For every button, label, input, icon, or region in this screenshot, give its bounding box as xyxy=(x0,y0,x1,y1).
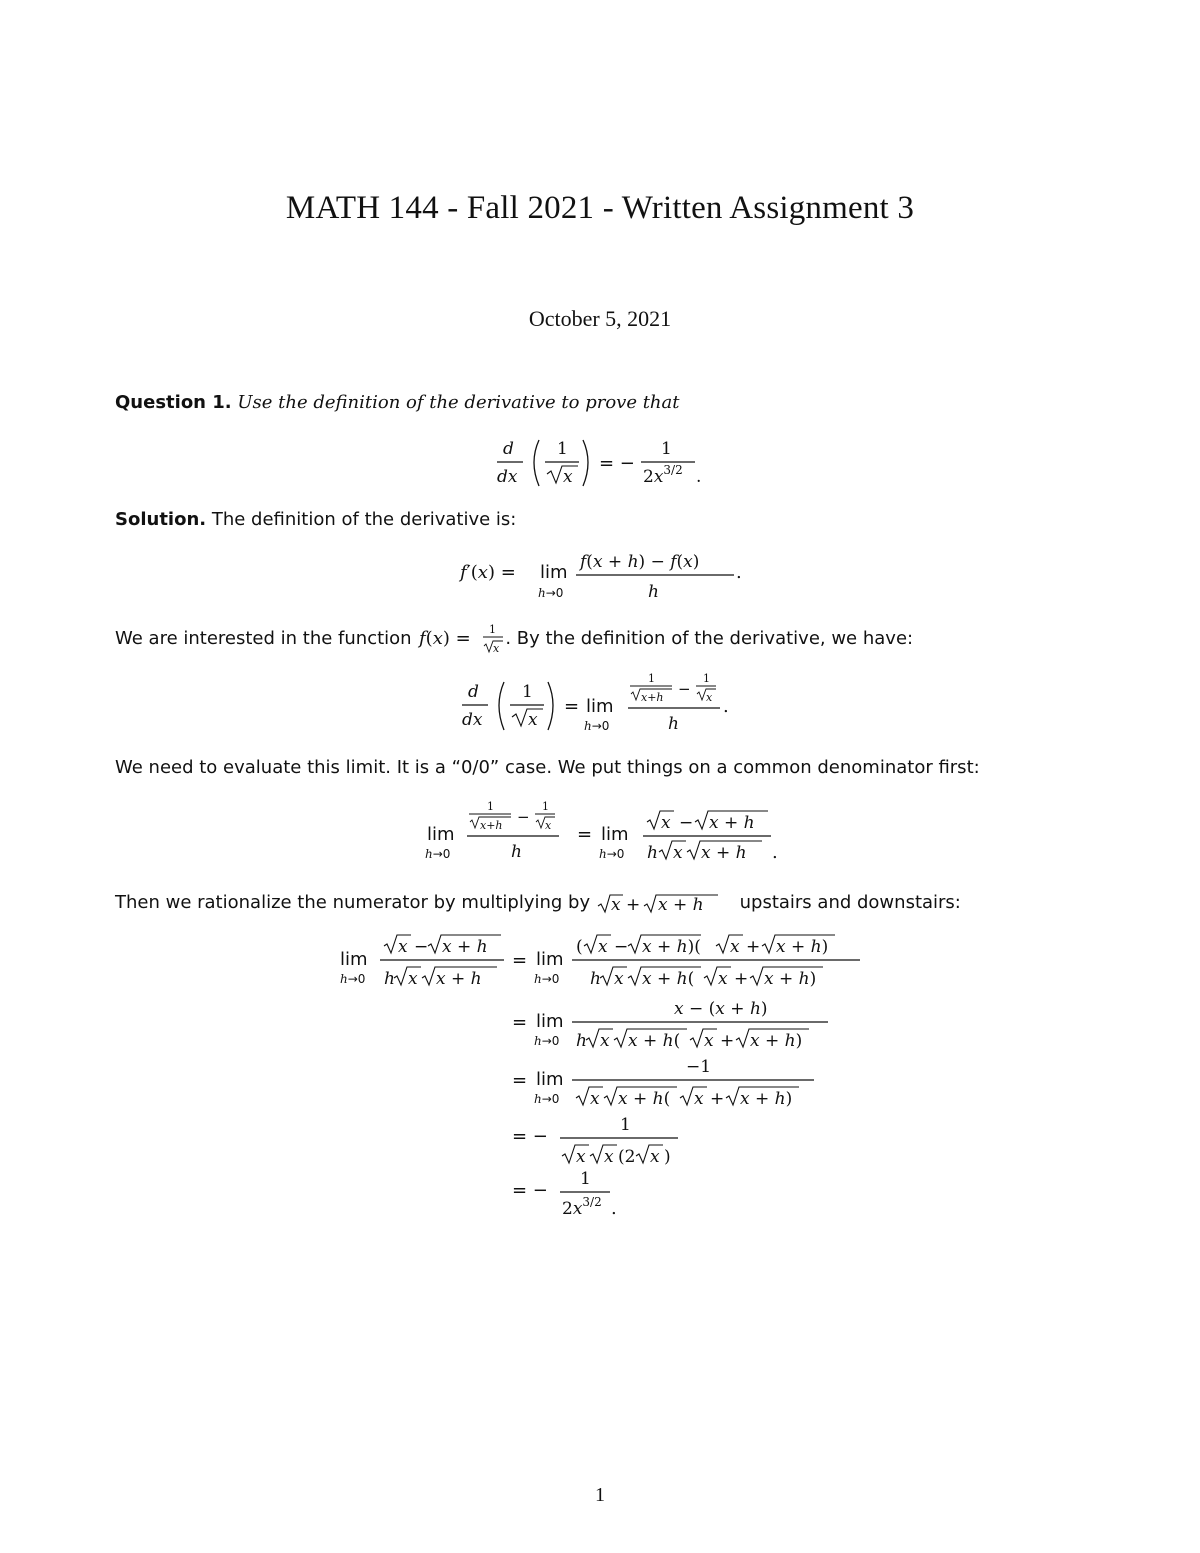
svg-text:.: . xyxy=(696,467,702,487)
svg-text:x + h): x + h) xyxy=(776,937,829,957)
svg-text:x: x xyxy=(661,813,671,833)
svg-text:h: h xyxy=(384,969,395,989)
svg-text:x: x xyxy=(604,1147,614,1167)
svg-text:x + h): x + h) xyxy=(764,969,817,989)
svg-text:x: x xyxy=(598,937,608,957)
svg-text:2x3/2: $2x^{3/2}$ xyxy=(562,1195,602,1219)
inline-conjugate-formula xyxy=(596,888,734,918)
svg-text:=: = xyxy=(512,950,528,971)
svg-text:x: x xyxy=(706,691,713,704)
svg-text:.: . xyxy=(611,1198,617,1219)
solution-label: Solution. xyxy=(115,509,207,530)
svg-text:1: 1 xyxy=(557,439,568,459)
svg-text:x: x xyxy=(673,843,683,863)
svg-text:x: x xyxy=(545,819,552,832)
svg-text:−: − xyxy=(679,813,694,833)
svg-text:h→0: h→0 xyxy=(584,719,610,733)
svg-text:x: x xyxy=(610,895,621,915)
svg-text:x+h: x+h xyxy=(480,819,503,832)
inline-function-formula xyxy=(417,622,505,656)
svg-text:x + h: x + h xyxy=(657,895,704,915)
svg-text:f(x) =: f(x) = xyxy=(419,628,472,649)
svg-text:x: x xyxy=(718,969,728,989)
svg-text:=: = xyxy=(564,696,580,717)
svg-text:= −: = − xyxy=(599,453,635,474)
svg-text:lim: lim xyxy=(427,824,455,845)
svg-text:f′(x) =: f′(x) = xyxy=(460,562,516,583)
svg-text:h→0: h→0 xyxy=(599,847,625,861)
svg-text:x: x xyxy=(528,710,538,730)
svg-text:x + h: x + h xyxy=(442,937,488,957)
svg-text:= −: = − xyxy=(512,1180,548,1201)
equation-derivation xyxy=(340,930,880,1230)
svg-text:h: h xyxy=(647,843,658,863)
svg-text:x: x xyxy=(576,1147,586,1167)
limit-line xyxy=(115,757,980,778)
svg-text:x: x xyxy=(590,1089,600,1109)
svg-text:x: x xyxy=(694,1089,704,1109)
svg-text:x − (x + h): x − (x + h) xyxy=(674,999,768,1019)
svg-text:x: x xyxy=(398,937,408,957)
svg-text:h: h xyxy=(648,582,659,602)
svg-text:h→0: h→0 xyxy=(538,586,564,600)
svg-text:x+h: x+h xyxy=(641,691,664,704)
svg-text:lim: lim xyxy=(540,562,568,583)
svg-text:lim: lim xyxy=(536,1069,564,1090)
svg-text:h→0: h→0 xyxy=(534,972,560,986)
svg-text:lim: lim xyxy=(536,949,564,970)
svg-text:h→0: h→0 xyxy=(534,1092,560,1106)
svg-text:=: = xyxy=(512,1012,528,1033)
svg-text:x + h(: x + h( xyxy=(628,1031,681,1051)
svg-text:x + h: x + h xyxy=(709,813,755,833)
svg-text:x: x xyxy=(408,969,418,989)
svg-text:lim: lim xyxy=(340,949,368,970)
equation-common-denominator xyxy=(425,800,785,864)
document-date: October 5, 2021 xyxy=(528,306,672,331)
svg-text:d: d xyxy=(503,439,514,459)
svg-text:x: x xyxy=(493,642,500,655)
interest-text-before: We are interested in the function xyxy=(115,628,412,649)
interest-text-after: . By the definition of the derivative, we have: xyxy=(505,628,914,649)
svg-text:1: 1 xyxy=(522,682,533,702)
svg-text:1: 1 xyxy=(487,800,494,813)
svg-text:−: − xyxy=(517,808,530,826)
svg-text:+: + xyxy=(625,895,641,915)
svg-text:.: . xyxy=(736,562,742,583)
page-number: 1 xyxy=(595,1484,605,1506)
rationalize-text-after: upstairs and downstairs: xyxy=(739,892,961,913)
question-line xyxy=(115,392,680,413)
svg-text:2x3/2: $2x^{3/2}$ xyxy=(643,463,683,487)
question-prompt: Use the definition of the derivative to prove that xyxy=(237,392,680,413)
solution-intro: The definition of the derivative is: xyxy=(211,509,517,530)
equation-derivative-of-function xyxy=(460,672,760,736)
svg-text:(2: (2 xyxy=(618,1147,636,1167)
svg-text:1: 1 xyxy=(489,623,497,636)
svg-text:x + h(: x + h( xyxy=(618,1089,671,1109)
svg-text:h: h xyxy=(511,842,522,862)
svg-text:d: d xyxy=(468,682,479,702)
svg-text:1: 1 xyxy=(703,672,710,685)
svg-text:x + h: x + h xyxy=(436,969,482,989)
svg-text:h: h xyxy=(576,1031,587,1051)
svg-text:1: 1 xyxy=(580,1169,591,1189)
svg-text:x: x xyxy=(614,969,624,989)
svg-text:dx: dx xyxy=(497,467,518,487)
svg-text:+: + xyxy=(746,937,761,957)
solution-line xyxy=(115,509,516,530)
svg-text:−: − xyxy=(614,937,629,957)
svg-text:(: ( xyxy=(576,937,583,957)
svg-text:−: − xyxy=(678,680,691,698)
svg-text:=: = xyxy=(512,1070,528,1091)
equation-derivative-definition xyxy=(460,545,760,605)
svg-text:1: 1 xyxy=(661,439,672,459)
svg-text:lim: lim xyxy=(601,824,629,845)
svg-text:1: 1 xyxy=(542,800,549,813)
svg-text:x + h): x + h) xyxy=(740,1089,793,1109)
svg-text:+: + xyxy=(720,1031,735,1051)
svg-text:−1: −1 xyxy=(686,1057,712,1077)
svg-text:x: x xyxy=(650,1147,660,1167)
svg-text:x + h)(: x + h)( xyxy=(642,937,701,957)
svg-text:x: x xyxy=(600,1031,610,1051)
svg-text:= −: = − xyxy=(512,1126,548,1147)
svg-text:h→0: h→0 xyxy=(340,972,366,986)
svg-text:x: x xyxy=(704,1031,714,1051)
svg-text:h→0: h→0 xyxy=(425,847,451,861)
document-title: MATH 144 - Fall 2021 - Written Assignment 3 xyxy=(285,190,915,226)
svg-text:lim: lim xyxy=(536,1011,564,1032)
svg-text:1: 1 xyxy=(620,1115,631,1135)
svg-text:−: − xyxy=(414,937,429,957)
svg-text:f(x + h) − f(x): f(x + h) − f(x) xyxy=(580,552,700,572)
equation-statement xyxy=(495,432,715,492)
svg-text:h→0: h→0 xyxy=(534,1034,560,1048)
question-label: Question 1. xyxy=(115,392,232,413)
limit-text: We need to evaluate this limit. It is a “0/0” case. We put things on a common denominator first: xyxy=(115,757,980,778)
rationalize-line xyxy=(115,888,961,918)
rationalize-text-before: Then we rationalize the numerator by multiplying by xyxy=(115,892,591,913)
svg-text:h: h xyxy=(590,969,601,989)
svg-text:h: h xyxy=(668,714,679,734)
svg-text:.: . xyxy=(772,842,778,863)
svg-text:): ) xyxy=(664,1147,671,1167)
svg-text:.: . xyxy=(723,696,729,717)
svg-text:x + h: x + h xyxy=(701,843,747,863)
svg-text:1: 1 xyxy=(648,672,655,685)
svg-text:dx: dx xyxy=(462,710,483,730)
svg-text:+: + xyxy=(734,969,749,989)
svg-text:lim: lim xyxy=(586,696,614,717)
svg-text:=: = xyxy=(577,824,593,845)
interest-line xyxy=(115,622,913,656)
svg-text:x + h(: x + h( xyxy=(642,969,695,989)
svg-text:x + h): x + h) xyxy=(750,1031,803,1051)
svg-text:+: + xyxy=(710,1089,725,1109)
svg-text:x: x xyxy=(730,937,740,957)
svg-text:x: x xyxy=(563,467,573,487)
